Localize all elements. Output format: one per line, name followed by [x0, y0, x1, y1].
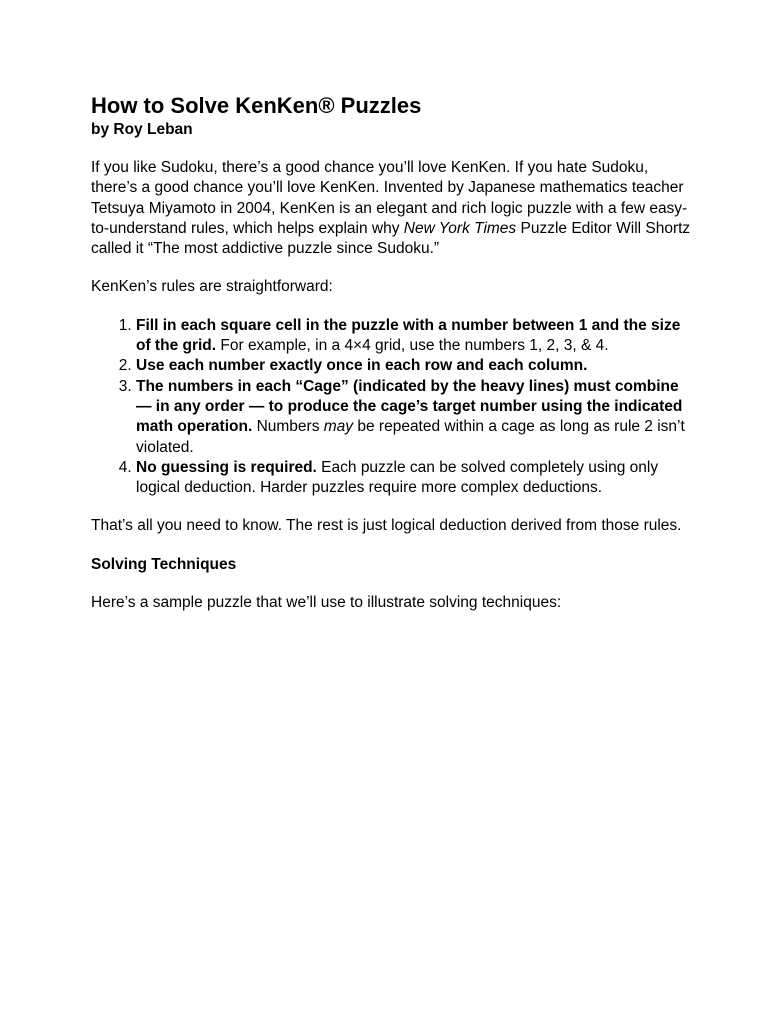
rules-list — [91, 316, 691, 499]
intro-italic-publication: New York Times — [403, 219, 517, 237]
rule-item-1 — [136, 316, 691, 357]
rule-4-text: Each puzzle can be solved completely using only logical deduction. Harder puzzles require more complex deductions. — [136, 458, 659, 497]
author-byline: by Roy Leban — [91, 121, 193, 138]
rule-3-text-a: Numbers — [252, 418, 324, 436]
rule-item-3 — [136, 377, 691, 458]
rule-4-bold: No guessing is required. — [136, 458, 317, 476]
page-title: How to Solve KenKen® Puzzles — [91, 93, 422, 118]
section-heading: Solving Techniques — [91, 555, 237, 573]
rule-2-bold: Use each number exactly once in each row and each column. — [136, 357, 588, 375]
rule-3-text-b: be repeated within a cage as long as rule 2 isn’t violated. — [136, 418, 685, 456]
rule-item-4 — [136, 458, 691, 499]
rule-item-2 — [136, 356, 691, 376]
rules-intro: KenKen’s rules are straightforward: — [91, 278, 333, 296]
intro-paragraph — [91, 158, 691, 259]
intro-text-1: If you like Sudoku, there’s a good chance you’ll love KenKen. If you hate Sudoku, there’s a good chance you’ll love KenKen. Invented by Japanese mathematics teacher Tetsuya Miyamoto in 2004, KenKen is an elegant and rich logic puzzle with a few easy-to-understand rules, which helps explain why — [91, 159, 688, 237]
rule-1-text: For example, in a 4×4 grid, use the numbers 1, 2, 3, & 4. — [216, 337, 609, 355]
document-page — [91, 92, 691, 631]
summary-paragraph: That’s all you need to know. The rest is just logical deduction derived from those rules. — [91, 517, 682, 535]
intro-text-2: Puzzle Editor Will Shortz called it “The most addictive puzzle since Sudoku.” — [91, 219, 691, 258]
sample-intro-paragraph: Here’s a sample puzzle that we’ll use to illustrate solving techniques: — [91, 593, 562, 611]
rule-1-bold: Fill in each square cell in the puzzle with a number between 1 and the size of the grid. — [136, 316, 681, 355]
rule-3-bold: The numbers in each “Cage” (indicated by the heavy lines) must combine — in any order — to produce the cage’s target number using the indicated math operation. — [136, 377, 683, 436]
rule-3-italic: may — [323, 418, 354, 436]
